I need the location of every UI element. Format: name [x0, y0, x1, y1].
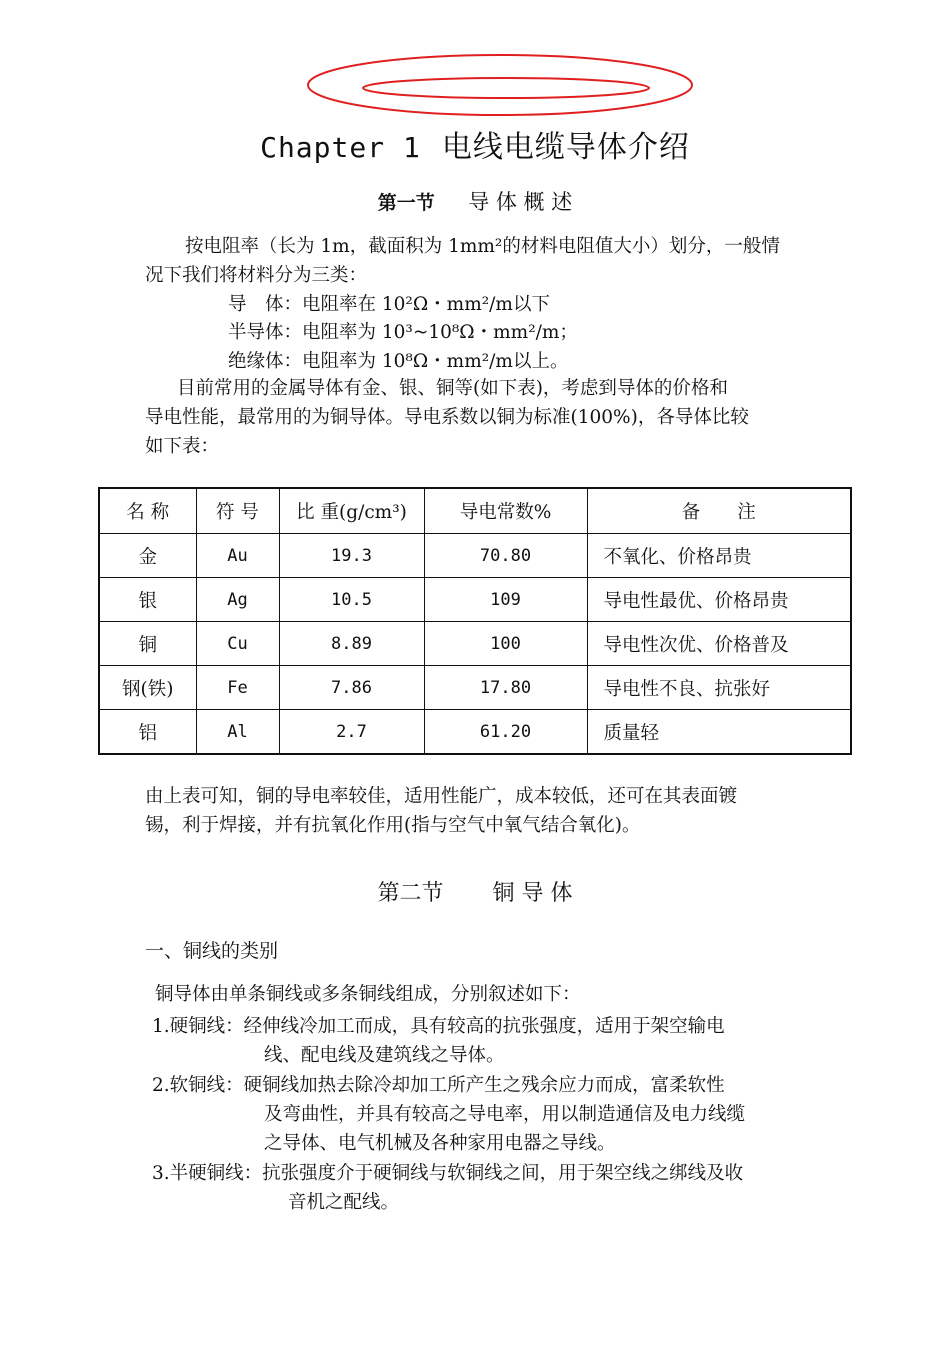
after-table-paragraph	[145, 782, 815, 840]
cell-remarks: 质量轻	[587, 710, 851, 755]
cell-name: 银	[99, 578, 196, 622]
table-row	[99, 578, 851, 622]
cell-conductivity: 100	[424, 622, 587, 666]
item-label: 1.硬铜线：	[152, 1016, 244, 1037]
section2-number: 第二节	[377, 881, 444, 906]
section2-heading	[0, 876, 950, 907]
cell-name: 金	[99, 534, 196, 578]
header-conductivity: 导电常数%	[424, 488, 587, 534]
section1-heading	[0, 186, 950, 216]
cell-name: 钢(铁)	[99, 666, 196, 710]
after-table-line1: 由上表可知，铜的导电率较佳，适用性能广，成本较低，还可在其表面镀	[145, 786, 738, 807]
header-density: 比 重(g/cm³)	[279, 488, 424, 534]
para2-line1: 目前常用的金属导体有金、银、铜等(如下表)，考虑到导体的价格和	[177, 378, 728, 399]
list-item-semi-hard-copper	[152, 1159, 822, 1217]
list-item-soft-copper	[152, 1071, 822, 1158]
section2-intro: 铜导体由单条铜线或多条铜线组成，分别叙述如下：	[155, 984, 581, 1005]
header-remarks: 备 注	[587, 488, 851, 534]
class-conductor: 导 体：电阻率在 10²Ω・mm²/m以下	[228, 294, 550, 315]
cell-remarks: 不氧化、价格昂贵	[587, 534, 851, 578]
after-table-line2: 锡，利于焊接，并有抗氧化作用(指与空气中氧气结合氧化)。	[145, 815, 641, 836]
cell-conductivity: 61.20	[424, 710, 587, 755]
chapter-heading	[0, 122, 950, 166]
conductor-table	[98, 487, 852, 755]
chapter-prefix: Chapter 1	[260, 131, 421, 164]
section1-title: 导 体 概 述	[468, 190, 573, 214]
cell-symbol: Cu	[196, 622, 279, 666]
class-semiconductor: 半导体：电阻率为 10³~10⁸Ω・mm²/m；	[228, 322, 578, 343]
para1-line2: 况下我们将材料分为三类：	[145, 265, 368, 286]
table-header-row	[99, 488, 851, 534]
item-label: 2.软铜线：	[152, 1075, 244, 1096]
cell-density: 2.7	[279, 710, 424, 755]
section1-paragraph2	[145, 374, 815, 461]
cell-remarks: 导电性不良、抗张好	[587, 666, 851, 710]
cell-conductivity: 17.80	[424, 666, 587, 710]
item-line1: 硬铜线加热去除冷却加工所产生之残余应力而成，富柔软性	[243, 1075, 725, 1096]
cell-symbol: Fe	[196, 666, 279, 710]
cell-symbol: Ag	[196, 578, 279, 622]
class-insulator: 绝缘体：电阻率为 10⁸Ω・mm²/m以上。	[228, 351, 569, 372]
header-name: 名 称	[99, 488, 196, 534]
cell-conductivity: 70.80	[424, 534, 587, 578]
cell-density: 8.89	[279, 622, 424, 666]
para2-line2: 导电性能，最常用的为铜导体。导电系数以铜为标准(100%)，各导体比较	[145, 407, 749, 428]
item-line2: 线、配电线及建筑线之导体。	[264, 1045, 505, 1066]
item-line1: 经伸线冷加工而成，具有较高的抗张强度，适用于架空输电	[243, 1016, 725, 1037]
section1-paragraph1	[145, 232, 815, 290]
table-row	[99, 534, 851, 578]
item-line2: 音机之配线。	[288, 1192, 400, 1213]
table-row	[99, 666, 851, 710]
item-label: 3.半硬铜线：	[152, 1163, 263, 1184]
chapter-title: 电线电缆导体介绍	[441, 130, 690, 165]
cell-name: 铜	[99, 622, 196, 666]
cell-symbol: Al	[196, 710, 279, 755]
cell-density: 7.86	[279, 666, 424, 710]
table-row	[99, 622, 851, 666]
section1-number: 第一节	[377, 192, 435, 214]
para1-line1: 按电阻率（长为 1m，截面积为 1mm²的材料电阻值大小）划分，一般情	[185, 236, 780, 257]
item-line3: 之导体、电气机械及各种家用电器之导线。	[264, 1133, 616, 1154]
cell-remarks: 导电性次优、价格普及	[587, 622, 851, 666]
item-line1: 抗张强度介于硬铜线与软铜线之间，用于架空线之绑线及收	[262, 1163, 744, 1184]
cell-name: 铝	[99, 710, 196, 755]
cell-remarks: 导电性最优、价格昂贵	[587, 578, 851, 622]
cell-conductivity: 109	[424, 578, 587, 622]
section2-title: 铜 导 体	[492, 881, 573, 906]
logo-rings	[300, 50, 700, 120]
para2-line3: 如下表：	[145, 436, 220, 457]
table-row	[99, 710, 851, 755]
cell-density: 10.5	[279, 578, 424, 622]
item-line2: 及弯曲性，并具有较高之导电率，用以制造通信及电力线缆	[264, 1104, 746, 1125]
subheading-copper-types: 一、铜线的类别	[145, 940, 279, 962]
header-symbol: 符 号	[196, 488, 279, 534]
cell-density: 19.3	[279, 534, 424, 578]
cell-symbol: Au	[196, 534, 279, 578]
list-item-hard-copper	[152, 1012, 822, 1070]
